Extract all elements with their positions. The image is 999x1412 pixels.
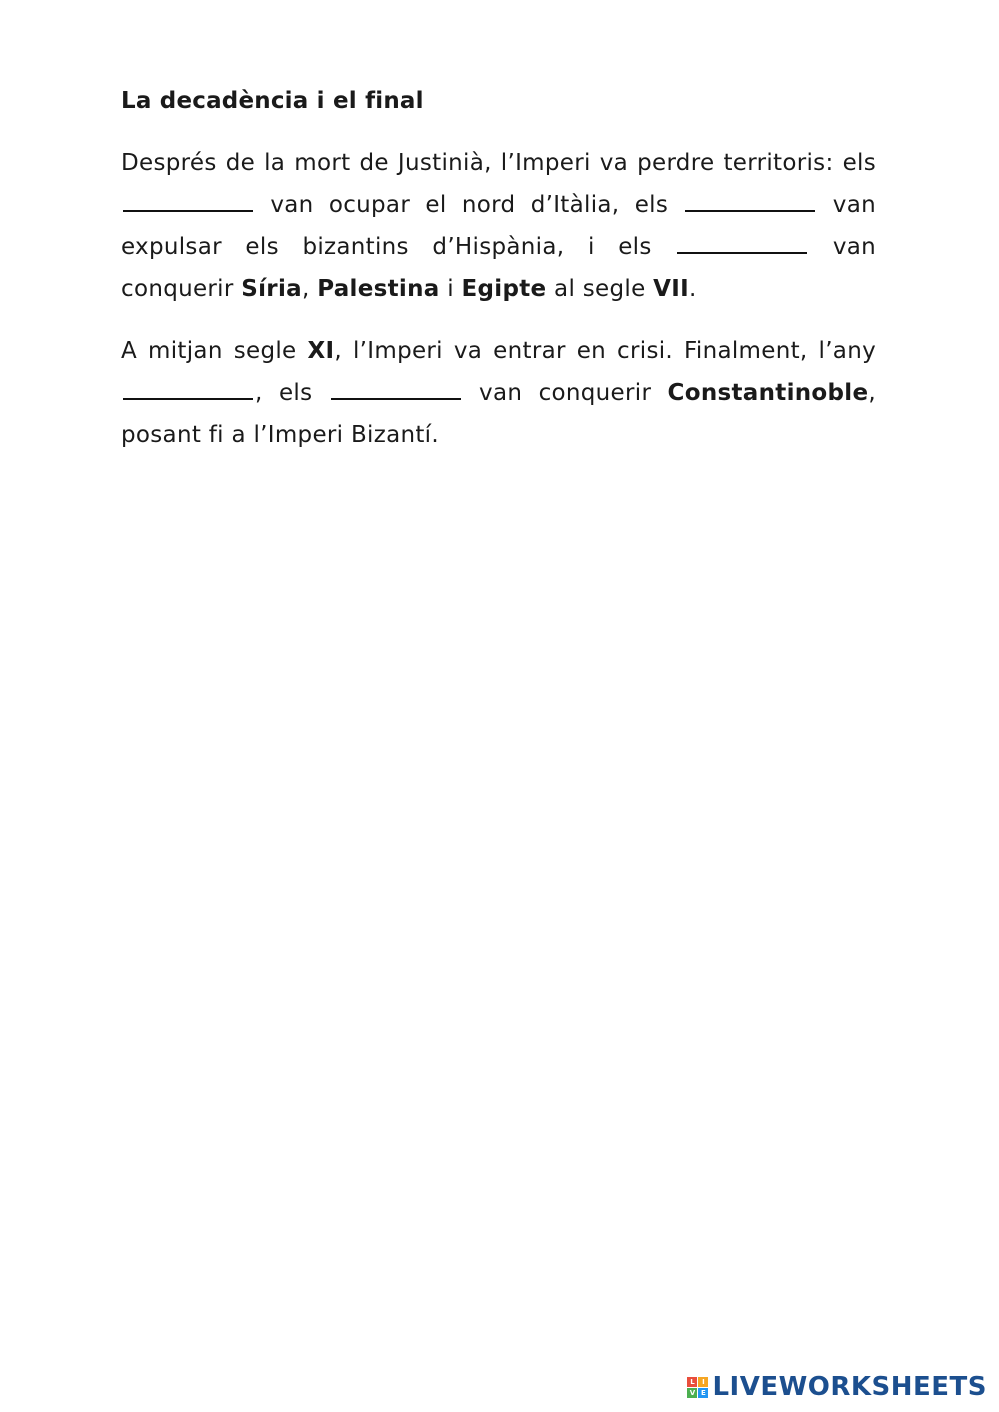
text-span: i bbox=[439, 276, 462, 302]
text-span: van ocupar el nord d’Itàlia, els bbox=[255, 192, 684, 218]
bold-term-siria: Síria bbox=[241, 276, 302, 302]
text-span: . bbox=[688, 276, 697, 302]
text-span: Després de la mort de Justinià, l’Imperi va perdre territoris: els bbox=[121, 150, 876, 176]
paragraph-1 bbox=[121, 142, 876, 310]
logo-mark-cell: E bbox=[698, 1388, 708, 1398]
blank-3[interactable] bbox=[677, 248, 807, 254]
text-span: van conquerir bbox=[462, 380, 668, 406]
blank-1[interactable] bbox=[123, 206, 253, 212]
logo-mark-icon bbox=[687, 1377, 708, 1398]
bold-term-vii: VII bbox=[653, 276, 689, 302]
text-span: van expulsar els bizantins d’Hispània, i els bbox=[121, 192, 876, 260]
text-span: , l’Imperi va entrar en crisi. Finalment, l’any bbox=[334, 338, 876, 364]
bold-term-palestina: Palestina bbox=[317, 276, 440, 302]
bold-term-egipte: Egipte bbox=[461, 276, 547, 302]
text-span: , bbox=[301, 276, 318, 302]
text-span: A mitjan segle bbox=[121, 338, 308, 364]
text-span: al segle bbox=[546, 276, 654, 302]
liveworksheets-logo bbox=[687, 1372, 987, 1402]
blank-2[interactable] bbox=[685, 206, 815, 212]
text-span: , posant fi a l’Imperi Bizantí. bbox=[121, 380, 877, 448]
worksheet-page bbox=[121, 88, 876, 476]
text-span: van conquerir bbox=[121, 234, 876, 302]
blank-4[interactable] bbox=[123, 394, 253, 400]
logo-mark-cell: L bbox=[687, 1377, 697, 1387]
bold-term-xi: XI bbox=[307, 338, 335, 364]
bold-term-constantinoble: Constantinoble bbox=[667, 380, 869, 406]
logo-text: LIVEWORKSHEETS bbox=[712, 1372, 987, 1402]
section-heading: La decadència i el final bbox=[121, 88, 424, 114]
paragraph-2 bbox=[121, 330, 876, 456]
logo-mark-cell: I bbox=[698, 1377, 708, 1387]
logo-mark-cell: V bbox=[687, 1388, 697, 1398]
text-span: , els bbox=[255, 380, 329, 406]
blank-5[interactable] bbox=[331, 394, 461, 400]
